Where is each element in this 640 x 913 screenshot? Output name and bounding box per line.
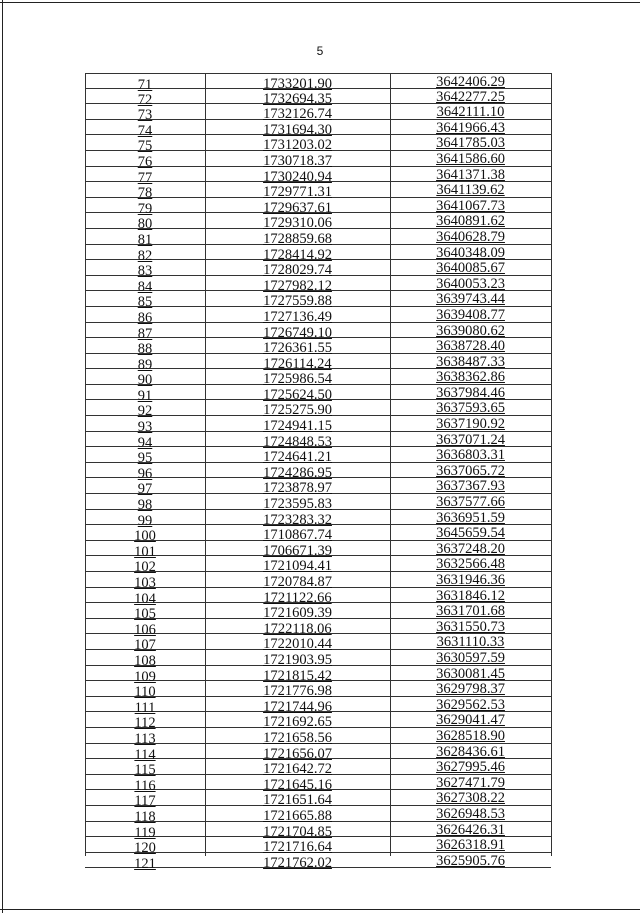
table-row	[85, 104, 551, 124]
table-row	[85, 603, 551, 623]
coordinates-table	[85, 73, 551, 872]
x-coordinate: 1721762.02	[263, 854, 332, 871]
point-number: 72	[137, 91, 153, 108]
point-number: 110	[134, 684, 156, 701]
y-coordinate: 3626948.53	[436, 805, 505, 822]
x-coordinate: 1727982.12	[263, 277, 332, 294]
x-coordinate: 1732126.74	[263, 106, 332, 123]
y-coordinate: 3627308.22	[436, 790, 505, 807]
point-number: 75	[137, 138, 153, 155]
x-coordinate: 1729771.31	[263, 184, 332, 201]
scan-border-top	[0, 2, 640, 3]
table-row	[85, 150, 551, 170]
x-coordinate: 1721122.66	[263, 589, 332, 606]
point-number: 76	[137, 153, 153, 170]
y-coordinate: 3631110.33	[436, 634, 505, 651]
point-number: 117	[134, 793, 156, 810]
point-number: 89	[137, 356, 153, 373]
point-number: 82	[137, 247, 153, 264]
x-coordinate: 1710867.74	[263, 527, 332, 544]
point-number: 112	[134, 715, 156, 732]
table-row	[85, 416, 551, 436]
point-number: 115	[134, 762, 156, 779]
table-row	[85, 306, 551, 326]
y-coordinate: 3631946.36	[436, 572, 505, 588]
x-coordinate: 1733201.90	[263, 76, 332, 92]
x-coordinate: 1720784.87	[263, 574, 332, 590]
point-number: 96	[137, 465, 153, 482]
table-row	[85, 509, 551, 529]
point-number: 107	[134, 637, 156, 654]
x-coordinate: 1723595.83	[263, 496, 332, 513]
table-row	[85, 260, 551, 280]
y-coordinate: 3636803.31	[436, 447, 505, 464]
y-coordinate: 3637248.20	[436, 540, 505, 557]
point-number: 99	[137, 512, 153, 529]
y-coordinate: 3629041.47	[436, 712, 505, 729]
y-coordinate: 3627995.46	[436, 759, 505, 776]
y-coordinate: 3629798.37	[436, 681, 505, 698]
x-coordinate: 1721776.98	[263, 683, 332, 700]
table-row	[85, 852, 551, 872]
point-number: 93	[137, 419, 153, 436]
table-row	[85, 353, 551, 373]
table-row	[85, 556, 551, 576]
table-row	[85, 166, 551, 186]
x-coordinate: 1721665.88	[263, 807, 332, 824]
y-coordinate: 3629562.53	[436, 696, 505, 713]
x-coordinate: 1722010.44	[263, 636, 332, 653]
y-coordinate: 3637190.92	[436, 416, 505, 433]
x-coordinate: 1731203.02	[263, 137, 332, 154]
table-row	[85, 431, 551, 451]
x-coordinate: 1721903.95	[263, 651, 332, 668]
table-row	[85, 572, 551, 591]
table-row	[85, 135, 551, 155]
point-number: 79	[137, 200, 153, 217]
point-number: 91	[137, 387, 153, 404]
y-coordinate: 3640085.67	[436, 260, 505, 277]
x-coordinate: 1722118.06	[263, 620, 332, 637]
table-row	[85, 587, 551, 607]
point-number: 74	[137, 122, 153, 139]
x-coordinate: 1721692.65	[263, 714, 332, 731]
table-row	[85, 634, 551, 654]
y-coordinate: 3625905.76	[436, 852, 505, 869]
table-row	[85, 462, 551, 482]
y-coordinate: 3640053.23	[436, 275, 505, 292]
table-row	[85, 649, 551, 669]
point-number: 90	[137, 372, 153, 389]
point-number: 77	[137, 169, 153, 186]
table-row	[85, 665, 551, 685]
x-coordinate: 1721645.16	[263, 776, 332, 793]
y-coordinate: 3628436.61	[436, 743, 505, 760]
y-coordinate: 3631701.68	[436, 603, 505, 620]
table-row	[85, 727, 551, 747]
point-number: 94	[137, 434, 153, 451]
y-coordinate: 3640628.79	[436, 228, 505, 245]
x-coordinate: 1723878.97	[263, 480, 332, 497]
x-coordinate: 1724848.53	[263, 433, 332, 450]
x-coordinate: 1721642.72	[263, 761, 332, 778]
point-number: 114	[134, 746, 156, 763]
point-number: 81	[137, 231, 153, 248]
table-row	[85, 228, 551, 248]
point-number: 121	[134, 855, 156, 872]
point-number: 83	[137, 263, 153, 280]
table-row	[85, 759, 551, 779]
point-number: 84	[137, 278, 153, 295]
point-number: 97	[137, 481, 153, 498]
x-coordinate: 1731694.30	[263, 121, 332, 138]
x-coordinate: 1728029.74	[263, 262, 332, 279]
table-row	[85, 681, 551, 701]
table-row	[85, 338, 551, 358]
point-number: 119	[134, 824, 156, 841]
table-row	[85, 447, 551, 467]
y-coordinate: 3641586.60	[436, 150, 505, 167]
y-coordinate: 3641966.43	[436, 119, 505, 136]
point-number: 87	[137, 325, 153, 342]
x-coordinate: 1721609.39	[263, 605, 332, 622]
point-number: 71	[137, 77, 153, 93]
y-coordinate: 3637367.93	[436, 478, 505, 495]
table-row	[85, 790, 551, 810]
table-row	[85, 743, 551, 763]
point-number: 116	[134, 777, 156, 794]
y-coordinate: 3641139.62	[436, 182, 505, 199]
y-coordinate: 3636951.59	[436, 509, 505, 526]
point-number: 118	[134, 808, 156, 825]
table-row	[85, 774, 551, 794]
point-number: 109	[134, 668, 156, 685]
table-row	[85, 384, 551, 404]
point-number: 100	[134, 528, 156, 545]
point-number: 103	[134, 575, 156, 591]
table-row	[85, 88, 551, 108]
y-coordinate: 3627471.79	[436, 774, 505, 791]
y-coordinate: 3640891.62	[436, 213, 505, 230]
y-coordinate: 3637065.72	[436, 462, 505, 479]
table-row	[85, 73, 551, 93]
x-coordinate: 1725624.50	[263, 386, 332, 403]
y-coordinate: 3632566.48	[436, 556, 505, 573]
scan-border-left	[2, 0, 3, 913]
point-number: 111	[134, 699, 156, 716]
y-coordinate: 3637577.66	[436, 494, 505, 511]
x-coordinate: 1723283.32	[263, 511, 332, 528]
y-coordinate: 3630597.59	[436, 649, 505, 666]
table-row	[85, 821, 551, 841]
point-number: 92	[137, 403, 153, 420]
table-border-right	[551, 73, 552, 856]
y-coordinate: 3637071.24	[436, 431, 505, 448]
table-row	[85, 712, 551, 732]
y-coordinate: 3642111.10	[436, 104, 505, 121]
y-coordinate: 3626426.31	[436, 821, 505, 838]
point-number: 108	[134, 652, 156, 669]
table-row	[85, 213, 551, 233]
page-number: 5	[316, 44, 324, 58]
x-coordinate: 1728859.68	[263, 230, 332, 247]
y-coordinate: 3641371.38	[436, 166, 505, 183]
y-coordinate: 3637984.46	[436, 384, 505, 401]
x-coordinate: 1729310.06	[263, 215, 332, 232]
table-row	[85, 618, 551, 638]
x-coordinate: 1730718.37	[263, 152, 332, 169]
x-coordinate: 1724941.15	[263, 418, 332, 435]
point-number: 104	[134, 590, 156, 607]
x-coordinate: 1724286.95	[263, 464, 332, 481]
y-coordinate: 3638487.33	[436, 353, 505, 370]
table-row	[85, 291, 551, 311]
point-number: 80	[137, 216, 153, 233]
table-row	[85, 494, 551, 514]
x-coordinate: 1721716.64	[263, 839, 332, 856]
table-row	[85, 837, 551, 857]
y-coordinate: 3628518.90	[436, 727, 505, 744]
point-number: 106	[134, 621, 156, 638]
y-coordinate: 3640348.09	[436, 244, 505, 261]
x-coordinate: 1732694.35	[263, 90, 332, 107]
x-coordinate: 1721815.42	[263, 667, 332, 684]
y-coordinate: 3645659.54	[436, 525, 505, 542]
y-coordinate: 3639743.44	[436, 291, 505, 308]
x-coordinate: 1727136.49	[263, 308, 332, 325]
x-coordinate: 1721744.96	[263, 698, 332, 715]
x-coordinate: 1724641.21	[263, 449, 332, 466]
y-coordinate: 3638362.86	[436, 369, 505, 386]
x-coordinate: 1721651.64	[263, 792, 332, 809]
x-coordinate: 1721658.56	[263, 729, 332, 746]
table-row	[85, 525, 551, 545]
x-coordinate: 1726361.55	[263, 340, 332, 357]
point-number: 98	[137, 497, 153, 514]
point-number: 105	[134, 606, 156, 623]
y-coordinate: 3637593.65	[436, 400, 505, 417]
x-coordinate: 1721094.41	[263, 558, 332, 575]
y-coordinate: 3641067.73	[436, 197, 505, 214]
table-row	[85, 197, 551, 217]
point-number: 102	[134, 559, 156, 576]
table-row	[85, 322, 551, 342]
x-coordinate: 1729637.61	[263, 199, 332, 216]
x-coordinate: 1706671.39	[263, 542, 332, 559]
y-coordinate: 3641785.03	[436, 135, 505, 152]
table-row	[85, 805, 551, 825]
point-number: 113	[134, 730, 156, 747]
table-row	[85, 540, 551, 560]
table-row	[85, 119, 551, 139]
table-row	[85, 400, 551, 420]
y-coordinate: 3642277.25	[436, 88, 505, 105]
point-number: 101	[134, 543, 156, 560]
y-coordinate: 3631550.73	[436, 618, 505, 635]
table-row	[85, 369, 551, 389]
x-coordinate: 1725275.90	[263, 402, 332, 419]
x-coordinate: 1721704.85	[263, 823, 332, 840]
table-row	[85, 182, 551, 202]
point-number: 88	[137, 341, 153, 358]
point-number: 73	[137, 107, 153, 124]
x-coordinate: 1727559.88	[263, 293, 332, 310]
y-coordinate: 3639408.77	[436, 306, 505, 323]
table-row	[85, 244, 551, 264]
scan-border-bottom	[0, 909, 640, 910]
table-row	[85, 696, 551, 716]
x-coordinate: 1725986.54	[263, 371, 332, 388]
x-coordinate: 1721656.07	[263, 745, 332, 762]
point-number: 120	[134, 840, 156, 857]
point-number: 95	[137, 450, 153, 467]
point-number: 86	[137, 309, 153, 326]
x-coordinate: 1728414.92	[263, 246, 332, 263]
y-coordinate: 3638728.40	[436, 338, 505, 355]
point-number: 85	[137, 294, 153, 311]
y-coordinate: 3642406.29	[436, 74, 505, 90]
x-coordinate: 1730240.94	[263, 168, 332, 185]
point-number: 78	[137, 185, 153, 202]
y-coordinate: 3631846.12	[436, 587, 505, 604]
x-coordinate: 1726749.10	[263, 324, 332, 341]
y-coordinate: 3626318.91	[436, 837, 505, 854]
y-coordinate: 3639080.62	[436, 322, 505, 339]
y-coordinate: 3630081.45	[436, 665, 505, 682]
table-row	[85, 478, 551, 498]
table-row	[85, 275, 551, 295]
x-coordinate: 1726114.24	[263, 355, 332, 372]
